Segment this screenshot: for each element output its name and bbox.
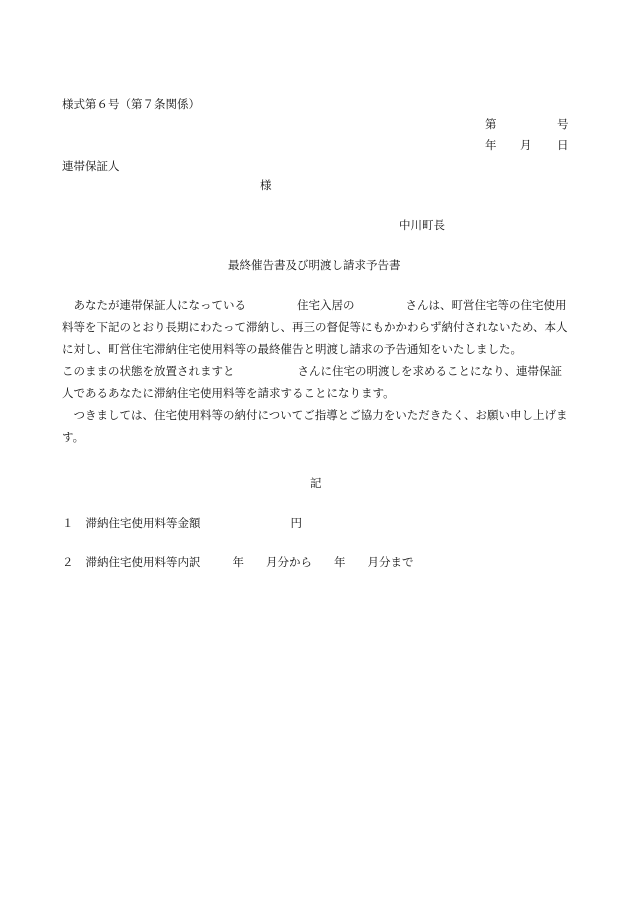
body-p3: つきましては、住宅使用料等の納付についてご指導とご協力をいただきたく、お願い申し上げます。 bbox=[62, 408, 568, 444]
recipient-title: 連帯保証人 bbox=[62, 159, 120, 173]
item-2-month-from: 月分から bbox=[266, 555, 312, 569]
item-1 bbox=[62, 518, 302, 530]
body-paragraph-1 bbox=[62, 294, 569, 360]
item-2-label: 滞納住宅使用料等内訳 bbox=[85, 555, 201, 569]
body-p1-b: 住宅入居の bbox=[297, 298, 355, 312]
body-p1-a: あなたが連帯保証人になっている bbox=[73, 298, 246, 312]
form-label: 様式第６号（第７条関係） bbox=[62, 97, 200, 111]
item-2-month-to: 月分まで bbox=[367, 555, 414, 569]
body-p2-a: このままの状態を放置されますと bbox=[62, 364, 235, 378]
date-month: 月 bbox=[520, 138, 532, 152]
item-2-year-to: 年 bbox=[334, 555, 346, 569]
item-2 bbox=[62, 557, 414, 569]
body-p1-c: さんは、町営住宅等の住宅使用料等を下記のとおり長期にわたって滞納し、再三の督促等にもかかわらず納付されないため、本人に対し、町営住宅滞納住宅使用料等の最終催告と明渡し請求の予告通知をいたしました。 bbox=[62, 298, 568, 356]
ki-heading: 記 bbox=[310, 476, 322, 490]
document-title: 最終催告書及び明渡し請求予告書 bbox=[228, 258, 401, 272]
date-year: 年 bbox=[485, 138, 497, 152]
body-paragraph-3 bbox=[62, 404, 569, 448]
recipient-honorific: 様 bbox=[260, 178, 272, 192]
date-day: 日 bbox=[557, 138, 569, 152]
sender: 中川町長 bbox=[399, 218, 445, 232]
body-paragraph-2 bbox=[62, 360, 569, 404]
item-1-num: １ bbox=[62, 516, 74, 530]
doc-number-dai: 第 bbox=[485, 117, 497, 131]
item-2-year-from: 年 bbox=[232, 555, 244, 569]
item-1-unit: 円 bbox=[290, 516, 302, 530]
doc-number-go: 号 bbox=[557, 117, 569, 131]
body-p2-b: さんに住宅の明渡しを求めることになり、連帯保証人であるあなたに滞納住宅使用料等を請求することになります。 bbox=[62, 364, 562, 400]
item-2-num: ２ bbox=[62, 555, 74, 569]
item-1-label: 滞納住宅使用料等金額 bbox=[85, 516, 201, 530]
